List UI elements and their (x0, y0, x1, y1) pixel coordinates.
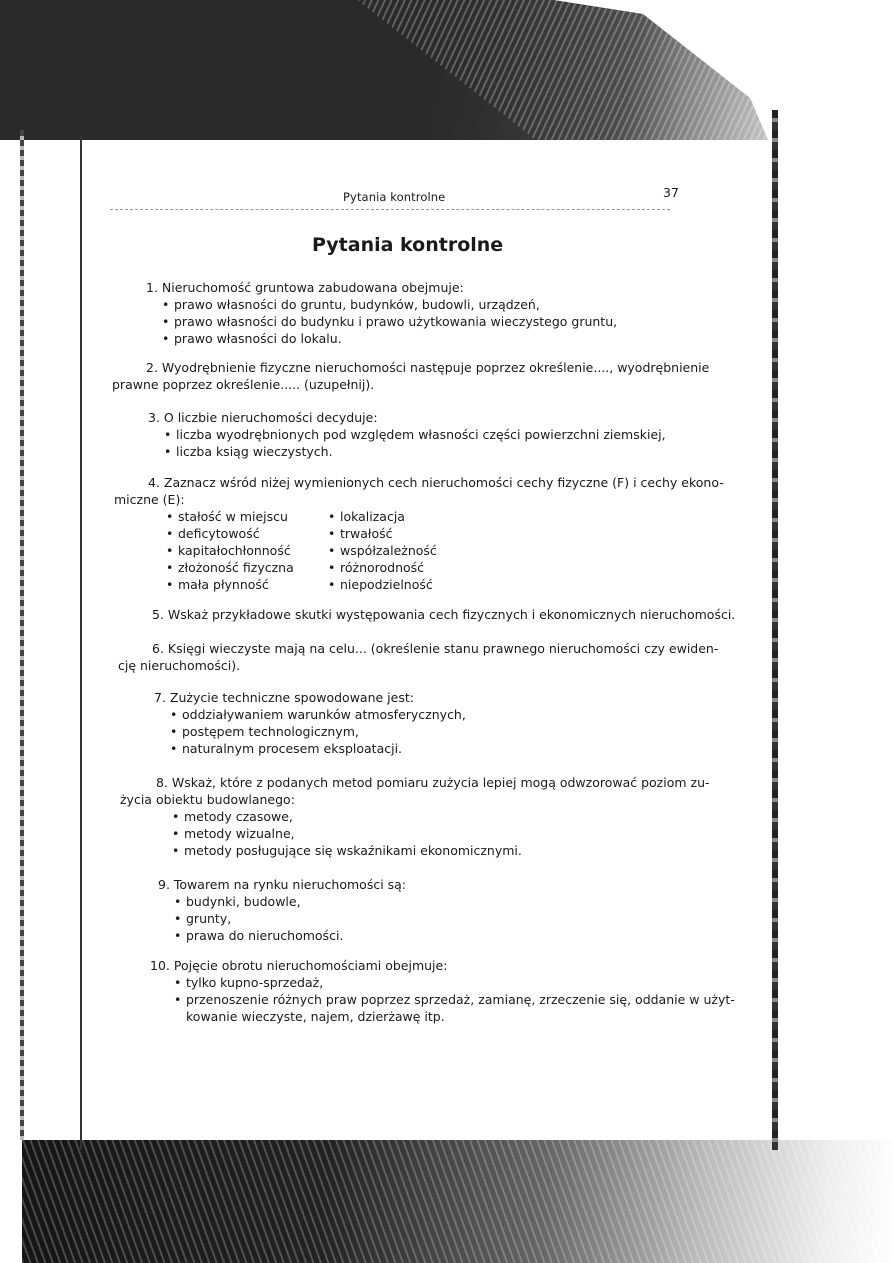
list-item: • trwałość (328, 525, 437, 542)
answer-list (174, 893, 406, 944)
question-text: 3. O liczbie nieruchomości decyduje: (148, 410, 378, 425)
list-item: • mała płynność (166, 576, 328, 593)
question-text-continued: życia obiektu budowlanego: (120, 792, 295, 807)
question-text-continued: cję nieruchomości). (118, 658, 241, 673)
question-2 (112, 359, 709, 393)
header-rule (110, 209, 670, 210)
running-head: Pytania kontrolne (343, 190, 446, 204)
question-text: 1. Nieruchomość gruntowa zabudowana obejmuje: (146, 280, 464, 295)
list-item: • grunty, (174, 910, 406, 927)
question-text: 7. Zużycie techniczne spowodowane jest: (154, 690, 414, 705)
feature-list-left (166, 508, 328, 593)
list-item: • naturalnym procesem eksploatacji. (170, 740, 466, 757)
list-item: • postępem technologicznym, (170, 723, 466, 740)
list-item: • lokalizacja (328, 508, 437, 525)
list-item: • metody posługujące się wskaźnikami ekonomicznymi. (172, 842, 710, 859)
answer-list (172, 808, 710, 859)
list-item: • niepodzielność (328, 576, 437, 593)
list-item: • współzależność (328, 542, 437, 559)
question-text: 9. Towarem na rynku nieruchomości są: (158, 877, 407, 892)
list-item-continued: kowanie wieczyste, najem, dzierżawę itp. (186, 1009, 445, 1024)
question-text: 5. Wskaż przykładowe skutki występowania cech fizycznych i ekonomicznych nieruchomości. (152, 607, 736, 622)
list-item: • budynki, budowle, (174, 893, 406, 910)
list-item: • różnorodność (328, 559, 437, 576)
question-7 (154, 689, 466, 757)
answer-list (162, 296, 617, 347)
question-5 (152, 606, 735, 623)
question-text: 8. Wskaż, które z podanych metod pomiaru zużycia lepiej mogą odwzorować poziom zu- (156, 775, 710, 790)
list-item: • prawa do nieruchomości. (174, 927, 406, 944)
list-item: • metody czasowe, (172, 808, 710, 825)
list-item: • oddziaływaniem warunków atmosferycznych, (170, 706, 466, 723)
question-text: 2. Wyodrębnienie fizyczne nieruchomości następuje poprzez określenie...., wyodrębnienie (146, 360, 710, 375)
question-text: 10. Pojęcie obrotu nieruchomościami obejmuje: (150, 958, 448, 973)
list-item: • deficytowość (166, 525, 328, 542)
question-text: 6. Księgi wieczyste mają na celu... (określenie stanu prawnego nieruchomości czy ewiden- (152, 641, 719, 656)
list-item: • kapitałochłonność (166, 542, 328, 559)
list-item: • stałość w miejscu (166, 508, 328, 525)
page-number: 37 (663, 185, 679, 200)
answer-list (164, 426, 666, 460)
list-item: • liczba wyodrębnionych pod względem własności części powierzchni ziemskiej, (164, 426, 666, 443)
question-8 (120, 774, 710, 859)
question-text-continued: miczne (E): (114, 492, 185, 507)
list-item: • prawo własności do gruntu, budynków, budowli, urządzeń, (162, 296, 617, 313)
question-4 (114, 474, 724, 593)
question-6 (118, 640, 718, 674)
question-1 (146, 279, 617, 347)
feature-columns (166, 508, 724, 593)
page-title: Pytania kontrolne (312, 234, 504, 256)
list-item: • prawo własności do lokalu. (162, 330, 617, 347)
question-10 (150, 957, 735, 1025)
feature-list-right (328, 508, 437, 593)
list-item: • tylko kupno-sprzedaż, (174, 974, 735, 991)
list-item: • przenoszenie różnych praw poprzez sprzedaż, zamianę, zrzeczenie się, oddanie w użyt- (174, 991, 735, 1008)
question-text: 4. Zaznacz wśród niżej wymienionych cech nieruchomości cechy fizyczne (F) i cechy ekono- (148, 475, 724, 490)
list-item: • złożoność fizyczna (166, 559, 328, 576)
question-9 (158, 876, 406, 944)
list-item: • metody wizualne, (172, 825, 710, 842)
list-item: • liczba ksiąg wieczystych. (164, 443, 666, 460)
question-text-continued: prawne poprzez określenie..... (uzupełnij). (112, 377, 375, 392)
list-item: • prawo własności do budynku i prawo użytkowania wieczystego gruntu, (162, 313, 617, 330)
answer-list (174, 974, 735, 1008)
answer-list (170, 706, 466, 757)
question-3 (148, 409, 666, 460)
